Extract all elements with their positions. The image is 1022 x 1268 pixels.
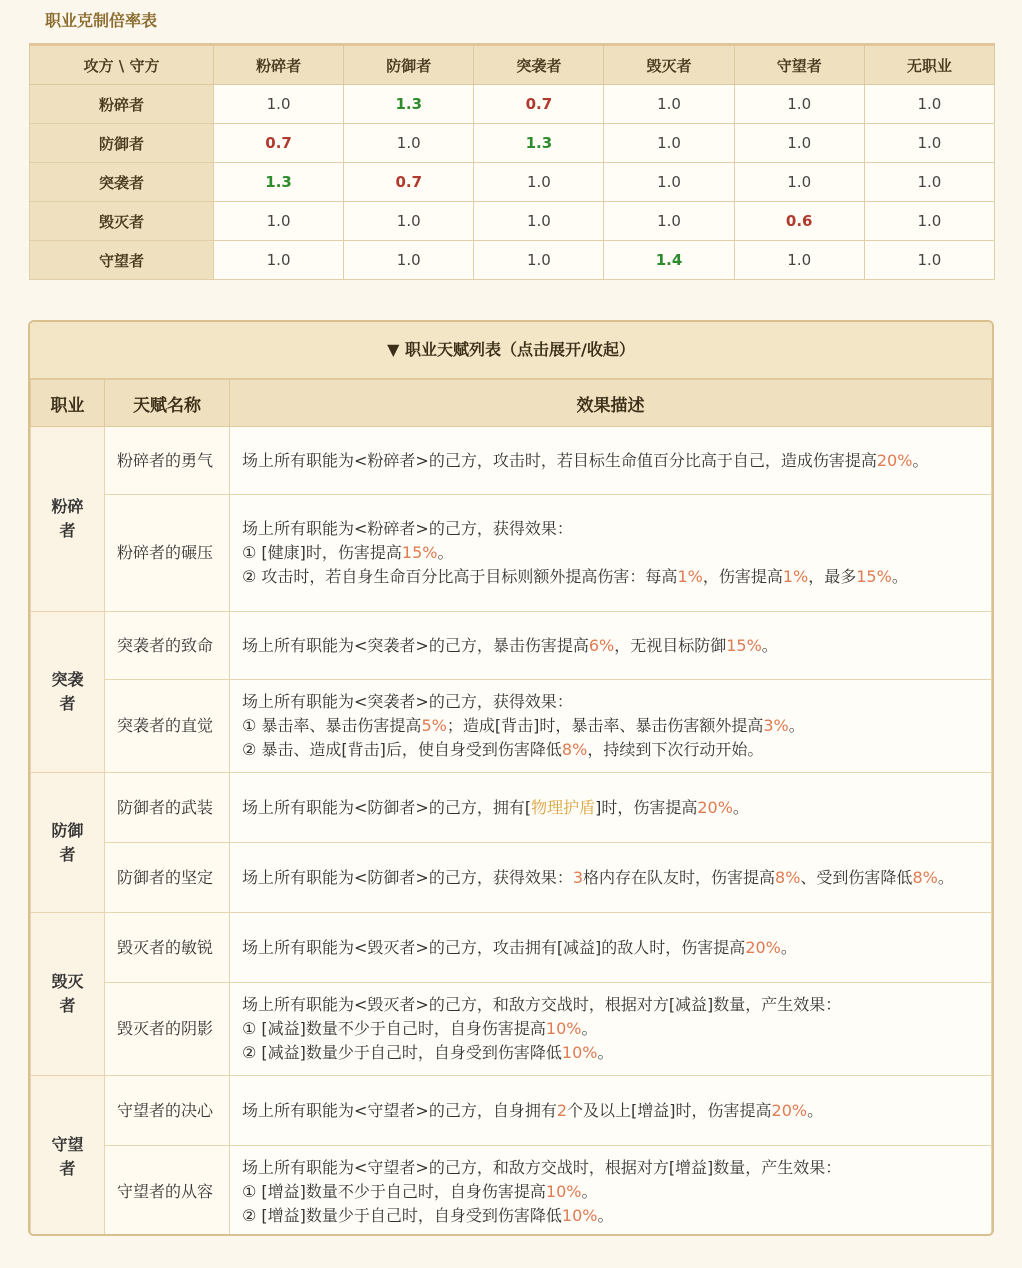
talent-class-cell: 防御者 xyxy=(31,773,105,913)
description-line: 场上所有职能为<防御者>的己方，获得效果：3格内存在队友时，伤害提高8%、受到伤害降低8%。 xyxy=(242,867,954,887)
matrix-value: 1.0 xyxy=(526,173,551,191)
matrix-cell xyxy=(214,124,344,163)
matrix-value: 1.0 xyxy=(526,251,551,269)
matrix-row-header: 突袭者 xyxy=(30,163,214,202)
matrix-value: 1.0 xyxy=(657,134,681,152)
matrix-cell xyxy=(734,241,864,280)
description-line: ② [增益]数量少于自己时，自身受到伤害降低10%。 xyxy=(242,1206,614,1225)
talent-row xyxy=(31,1076,992,1146)
matrix-value: 1.0 xyxy=(396,212,421,230)
description-line: 场上所有职能为<毁灭者>的己方，攻击拥有[减益]的敌人时，伤害提高20%。 xyxy=(242,937,797,957)
matrix-cell xyxy=(214,202,344,241)
matrix-cell xyxy=(864,85,994,124)
matrix-cell xyxy=(604,85,734,124)
matrix-cell xyxy=(734,202,864,241)
matrix-value: 1.0 xyxy=(917,134,942,152)
matrix-row xyxy=(30,85,995,124)
number-highlight: 1% xyxy=(677,567,703,586)
number-highlight: 10% xyxy=(561,1043,598,1062)
matrix-value: 1.0 xyxy=(396,251,421,269)
col-name-header: 天赋名称 xyxy=(105,380,230,427)
matrix-cell xyxy=(604,124,734,163)
number-highlight: 20% xyxy=(745,937,781,957)
matrix-value: 0.6 xyxy=(785,212,813,230)
talent-row xyxy=(31,495,992,612)
matrix-value: 1.0 xyxy=(266,251,291,269)
matrix-cell xyxy=(344,241,474,280)
talent-name: 突袭者的直觉 xyxy=(105,680,230,773)
matrix-col-header: 无职业 xyxy=(864,45,994,85)
matrix-cell xyxy=(734,163,864,202)
number-highlight: 8% xyxy=(912,867,938,887)
talent-row xyxy=(31,680,992,773)
number-highlight: 5% xyxy=(421,716,447,735)
description-line: ① [增益]数量不少于自己时，自身伤害提高10%。 xyxy=(242,1182,598,1201)
matrix-cell xyxy=(864,163,994,202)
talent-description xyxy=(230,680,992,773)
talent-row xyxy=(31,843,992,913)
matrix-value: 1.0 xyxy=(917,95,942,113)
matrix-cell xyxy=(214,241,344,280)
talent-row xyxy=(31,983,992,1076)
talent-name: 突袭者的致命 xyxy=(105,612,230,680)
matrix-value: 1.4 xyxy=(655,251,683,269)
number-highlight: 1% xyxy=(782,567,809,586)
description-line: 场上所有职能为<毁灭者>的己方，和敌方交战时，根据对方[减益]数量，产生效果： xyxy=(242,995,842,1014)
number-highlight: 15% xyxy=(856,567,892,586)
matrix-value: 1.0 xyxy=(526,212,551,230)
talent-description xyxy=(230,1146,992,1237)
matrix-row xyxy=(30,124,995,163)
matrix-row xyxy=(30,241,995,280)
talent-name: 毁灭者的敏锐 xyxy=(105,913,230,983)
matrix-cell xyxy=(864,202,994,241)
matrix-cell xyxy=(474,241,604,280)
matrix-col-header: 毁灭者 xyxy=(604,45,734,85)
matrix-header-row xyxy=(30,45,995,85)
matrix-cell xyxy=(474,202,604,241)
description-line: 场上所有职能为<防御者>的己方，拥有[物理护盾]时，伤害提高20%。 xyxy=(242,797,749,817)
description-line: 场上所有职能为<守望者>的己方，和敌方交战时，根据对方[增益]数量，产生效果： xyxy=(242,1158,842,1177)
matrix-cell xyxy=(214,163,344,202)
talent-row xyxy=(31,1146,992,1237)
matrix-value: 1.3 xyxy=(525,134,553,152)
matrix-row xyxy=(30,163,995,202)
talent-table xyxy=(30,379,992,1236)
matrix-cell xyxy=(344,202,474,241)
number-highlight: 10% xyxy=(545,1182,582,1201)
matrix-col-header: 守望者 xyxy=(734,45,864,85)
matrix-title: 职业克制倍率表 xyxy=(45,11,158,30)
talent-name: 防御者的坚定 xyxy=(105,843,230,913)
number-highlight: 20% xyxy=(771,1100,808,1120)
number-highlight: 8% xyxy=(775,867,801,887)
description-line: ② 攻击时，若自身生命百分比高于目标则额外提高伤害：每高1%，伤害提高1%，最多15%。 xyxy=(242,567,908,586)
matrix-cell xyxy=(344,85,474,124)
matrix-cell xyxy=(474,124,604,163)
number-highlight: 3 xyxy=(572,867,584,887)
matrix-cell xyxy=(344,124,474,163)
matrix-row-header: 防御者 xyxy=(30,124,214,163)
matrix-value: 1.0 xyxy=(266,212,291,230)
talent-description xyxy=(230,495,992,612)
matrix-cell xyxy=(604,202,734,241)
matrix-value: 1.0 xyxy=(787,95,812,113)
talent-row xyxy=(31,612,992,680)
talent-row xyxy=(31,773,992,843)
number-highlight: 6% xyxy=(588,635,615,655)
talent-name: 粉碎者的勇气 xyxy=(105,427,230,495)
counter-matrix-table xyxy=(29,43,995,280)
talent-name: 守望者的决心 xyxy=(105,1076,230,1146)
col-desc-header: 效果描述 xyxy=(230,380,992,427)
talent-name: 粉碎者的碾压 xyxy=(105,495,230,612)
matrix-cell xyxy=(864,241,994,280)
matrix-value: 0.7 xyxy=(525,95,553,113)
talent-name: 守望者的从容 xyxy=(105,1146,230,1237)
matrix-col-header: 粉碎者 xyxy=(214,45,344,85)
number-highlight: 3% xyxy=(763,716,789,735)
description-line: 场上所有职能为<突袭者>的己方，暴击伤害提高6%，无视目标防御15%。 xyxy=(242,635,778,655)
talent-header-row xyxy=(31,380,992,427)
description-line: 场上所有职能为<突袭者>的己方，获得效果： xyxy=(242,692,573,711)
number-highlight: 20% xyxy=(697,797,733,817)
talent-panel xyxy=(28,320,994,1236)
talent-description xyxy=(230,773,992,843)
description-line: ① [健康]时，伤害提高15%。 xyxy=(242,543,454,562)
talent-description xyxy=(230,983,992,1076)
matrix-value: 1.3 xyxy=(265,173,292,191)
talent-description xyxy=(230,913,992,983)
talent-panel-toggle[interactable]: ▼ 职业天赋列表（点击展开/收起） xyxy=(30,322,992,379)
number-highlight: 10% xyxy=(561,1206,598,1225)
number-highlight: 20% xyxy=(876,450,913,470)
number-highlight: 10% xyxy=(545,1019,582,1038)
matrix-row-header: 粉碎者 xyxy=(30,85,214,124)
col-class-header: 职业 xyxy=(31,380,105,427)
talent-class-cell: 守望者 xyxy=(31,1076,105,1237)
matrix-cell xyxy=(474,85,604,124)
matrix-value: 1.0 xyxy=(266,95,291,113)
number-highlight: 8% xyxy=(561,740,588,759)
number-highlight: 15% xyxy=(401,543,438,562)
matrix-row-header: 守望者 xyxy=(30,241,214,280)
matrix-row-header: 毁灭者 xyxy=(30,202,214,241)
matrix-value: 1.0 xyxy=(657,173,681,191)
matrix-value: 1.0 xyxy=(657,95,681,113)
matrix-cell xyxy=(604,241,734,280)
talent-name: 毁灭者的阴影 xyxy=(105,983,230,1076)
description-line: 场上所有职能为<粉碎者>的己方，攻击时，若目标生命值百分比高于自己，造成伤害提高20%。 xyxy=(242,450,929,470)
matrix-cell xyxy=(344,163,474,202)
talent-class-cell: 突袭者 xyxy=(31,612,105,773)
matrix-col-header: 防御者 xyxy=(344,45,474,85)
talent-description xyxy=(230,1076,992,1146)
matrix-value: 1.0 xyxy=(787,173,812,191)
description-line: ① [减益]数量不少于自己时，自身伤害提高10%。 xyxy=(242,1019,598,1038)
matrix-cell xyxy=(474,163,604,202)
talent-description xyxy=(230,843,992,913)
matrix-cell xyxy=(734,124,864,163)
talent-class-cell: 粉碎者 xyxy=(31,427,105,612)
talent-row xyxy=(31,427,992,495)
matrix-value: 1.0 xyxy=(396,134,421,152)
number-highlight: 15% xyxy=(726,635,762,655)
matrix-corner: 攻方 \ 守方 xyxy=(30,45,214,85)
matrix-cell xyxy=(864,124,994,163)
matrix-value: 1.0 xyxy=(917,251,942,269)
description-line: ② [减益]数量少于自己时，自身受到伤害降低10%。 xyxy=(242,1043,614,1062)
matrix-value: 1.0 xyxy=(787,251,812,269)
matrix-value: 1.3 xyxy=(395,95,423,113)
matrix-value: 1.0 xyxy=(917,212,942,230)
talent-description xyxy=(230,427,992,495)
talent-row xyxy=(31,913,992,983)
matrix-cell xyxy=(734,85,864,124)
matrix-value: 1.0 xyxy=(787,134,812,152)
description-line: ① 暴击率、暴击伤害提高5%；造成[背击]时，暴击率、暴击伤害额外提高3%。 xyxy=(242,716,805,735)
matrix-cell xyxy=(604,163,734,202)
matrix-value: 0.7 xyxy=(395,173,423,191)
keyword-highlight: 物理护盾 xyxy=(531,797,596,817)
talent-class-cell: 毁灭者 xyxy=(31,913,105,1076)
matrix-value: 1.0 xyxy=(657,212,681,230)
talent-description xyxy=(230,612,992,680)
talent-name: 防御者的武装 xyxy=(105,773,230,843)
number-highlight: 2 xyxy=(556,1100,568,1120)
description-line: 场上所有职能为<守望者>的己方，自身拥有2个及以上[增益]时，伤害提高20%。 xyxy=(242,1100,824,1120)
matrix-value: 1.0 xyxy=(917,173,942,191)
matrix-value: 0.7 xyxy=(265,134,292,152)
matrix-row xyxy=(30,202,995,241)
matrix-cell xyxy=(214,85,344,124)
description-line: ② 暴击、造成[背击]后，使自身受到伤害降低8%，持续到下次行动开始。 xyxy=(242,740,764,759)
matrix-col-header: 突袭者 xyxy=(474,45,604,85)
description-line: 场上所有职能为<粉碎者>的己方，获得效果： xyxy=(242,519,573,538)
